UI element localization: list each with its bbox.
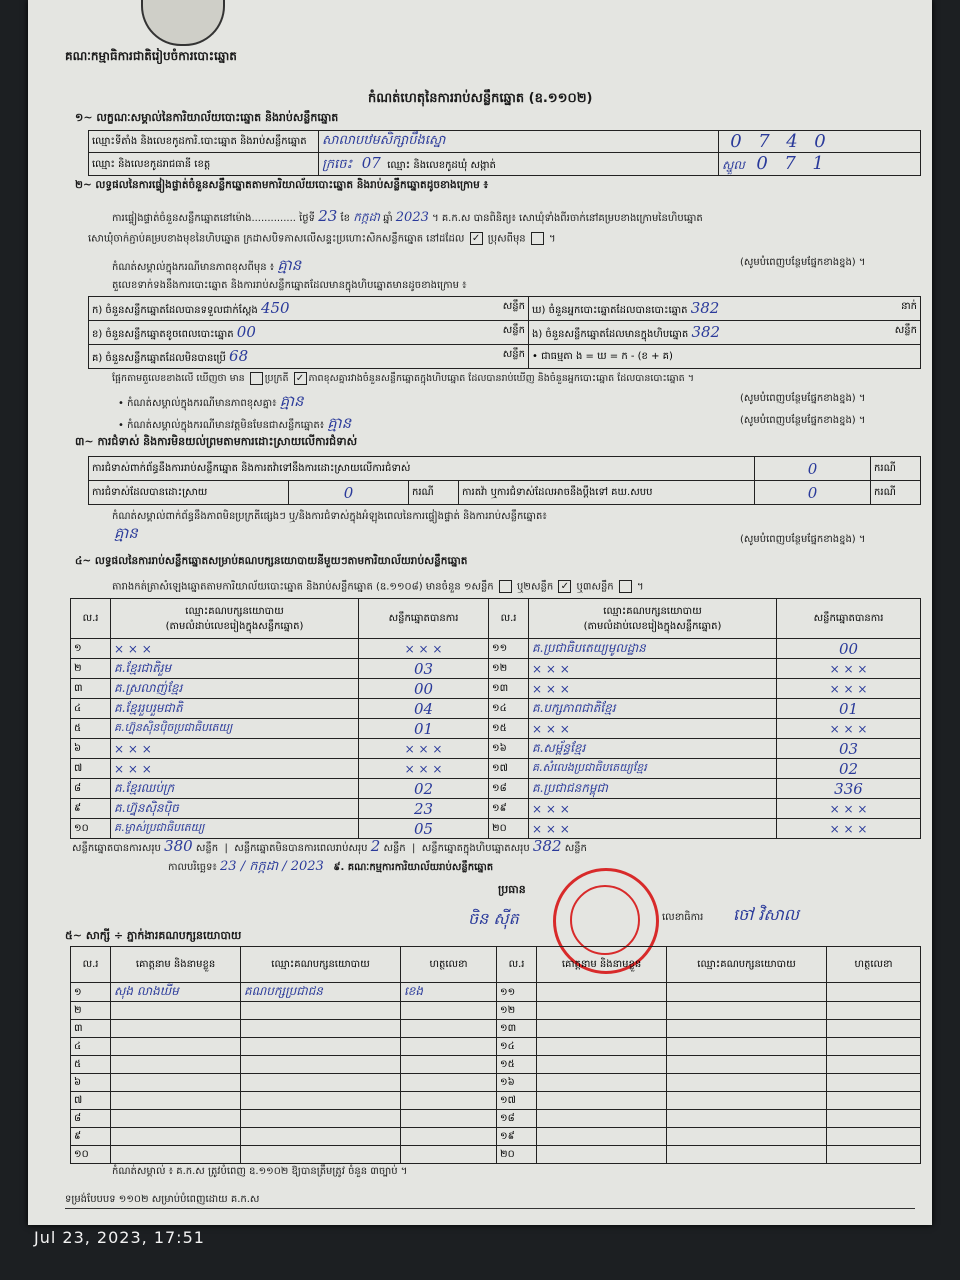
party-name: × × × <box>529 799 777 819</box>
col-votes-right: សន្លឹកឆ្នោតបានការ <box>777 599 921 639</box>
row-no: ១៩ <box>489 799 529 819</box>
secretary-signature: ចៅ វិសាល <box>733 905 800 924</box>
vote-count: × × × <box>777 679 921 699</box>
vote-count: 01 <box>777 699 921 719</box>
figure-ko: គ) ចំនួនសន្លឹកឆ្នោតដែលមិនបានប្រើ 68 សន្លឹក <box>89 345 529 369</box>
table-row: ៦ ១៦ <box>71 1074 921 1092</box>
row-no: ២០ <box>489 819 529 839</box>
table-row: ៧ ១៧ <box>71 1092 921 1110</box>
section-2-heading: ២~ លទ្ធផលនៃការផ្ទៀងផ្ទាត់ចំនួនសន្លឹកឆ្នោតតាមការិយាល័យបោះឆ្នោត និងរាប់សន្លឹកឆ្នោតដូចខាងក្រោម ៖ <box>75 179 489 191</box>
ballot-figures-table <box>88 296 921 369</box>
vote-count: 01 <box>359 719 489 739</box>
table-row <box>71 639 921 659</box>
bullet-non-ballot: • កំណត់សម្គាល់ក្នុងករណីមានវត្តមិនមែនជាសន្លឹកឆ្នោត៖ គ្មាន <box>118 414 352 432</box>
vote-count: 03 <box>359 659 489 679</box>
vote-count: × × × <box>777 819 921 839</box>
polling-station-value: សាលាបឋមសិក្សាបឹងស្នោ <box>319 131 719 153</box>
row-no: ៦ <box>71 739 111 759</box>
table-row: ២ ១២ <box>71 1002 921 1020</box>
case-unit-3: ករណី <box>871 481 921 505</box>
table-row <box>71 679 921 699</box>
vote-count: 00 <box>777 639 921 659</box>
divider <box>65 1208 915 1209</box>
party-name: × × × <box>529 679 777 699</box>
vote-count: 04 <box>359 699 489 719</box>
vote-count: × × × <box>359 739 489 759</box>
tally-sheet-line: តារាងកត់ត្រាសំឡេងឆ្នោតតាមការិយាល័យបោះឆ្នោត និងរាប់សន្លឹកឆ្នោត (ឧ.១១០៨) មានចំនួន ១សន្លឹក ឬ២សន្លឹក ✓ ឬ៣សន្លឹក ។ <box>112 581 644 593</box>
table-row <box>71 819 921 839</box>
section-1-table <box>88 130 921 176</box>
col-party-right: ឈ្មោះគណបក្សនយោបាយ (តាមលំដាប់លេខរៀងក្នុងសន្លឹកឆ្នោត) <box>529 599 777 639</box>
table-row: ៥ ១៥ <box>71 1056 921 1074</box>
party-name: គ.ម្ចាស់ប្រជាធិបតេយ្យ <box>111 819 359 839</box>
w-col-sign-right: ហត្ថលេខា <box>827 947 921 983</box>
vote-count: 00 <box>359 679 489 699</box>
row-no: ៩ <box>71 799 111 819</box>
party-name: គ.ប្រជាធិបតេយ្យមូលដ្ឋាន <box>529 639 777 659</box>
row-no: ៤ <box>71 699 111 719</box>
nec-emblem-logo <box>141 0 225 46</box>
unchanged-checkbox[interactable]: ✓ <box>470 232 483 245</box>
footnote: កំណត់សម្គាល់ ៖ គ.ក.ស ត្រូវបំពេញ ឧ.១១០២ ឱ្យបានត្រឹមត្រូវ ចំនួន ៣ច្បាប់ ។ <box>112 1166 408 1177</box>
president-label: ប្រធាន <box>498 883 526 896</box>
row-no: ១៥ <box>489 719 529 739</box>
bullet-difference: • កំណត់សម្គាល់ក្នុងករណីមានភាពខុសគ្នា៖ គ្មាន <box>118 392 304 410</box>
form-note: ទម្រង់បែបបទ ១១០២ សម្រាប់បំពេញដោយ គ.ក.ស <box>65 1194 260 1205</box>
table-row: ៣ ១៣ <box>71 1020 921 1038</box>
section-4-heading: ៤~ លទ្ធផលនៃការរាប់សន្លឹកឆ្នោតសម្រាប់គណបក្សនយោបាយនីមួយៗតាមការិយាល័យរាប់សន្លឹកឆ្នោត <box>75 555 468 567</box>
w-col-name: គោត្តនាម និងនាមខ្លួន <box>111 947 241 983</box>
section-3-heading: ៣~ ការជំទាស់ និងការមិនយល់ព្រមតាមការដោះស្រាយលើការជំទាស់ <box>75 435 358 448</box>
row-no: ១ <box>71 639 111 659</box>
vote-count: × × × <box>359 639 489 659</box>
difference-checkbox[interactable]: ✓ <box>294 372 307 385</box>
party-name: × × × <box>529 819 777 839</box>
table-row <box>71 799 921 819</box>
province-label: ឈ្មោះ និងលេខកូដរាជធានី ខេត្ត <box>89 153 319 176</box>
form-title: កំណត់ហេតុនៃការរាប់សន្លឹកឆ្នោត (ឧ.១១០២) <box>368 91 593 106</box>
party-name: × × × <box>529 659 777 679</box>
party-name: គ.ស្រលាញ់ខ្មែរ <box>111 679 359 699</box>
figure-kha: ខ) ចំនួនសន្លឹកឆ្នោតខូចពេលបោះឆ្នោត 00 សន្លឹក <box>89 321 529 345</box>
fill-back-note-3: (សូមបំពេញបន្ថែមផ្នែកខាងខ្នង) ។ <box>740 415 866 426</box>
w-col-no-right: ល.រ <box>497 947 537 983</box>
table-row <box>71 719 921 739</box>
row-no: ១៧ <box>489 759 529 779</box>
vote-count: 03 <box>777 739 921 759</box>
vote-count: 02 <box>777 759 921 779</box>
row-no: ១២ <box>489 659 529 679</box>
three-sheet-checkbox[interactable] <box>619 580 632 593</box>
figure-ngo: ង) ចំនួនសន្លឹកឆ្នោតដែលមានក្នុងហិបឆ្នោត 382 សន្លឹក <box>529 321 921 345</box>
case-unit: ករណី <box>871 457 921 481</box>
irregularity-none: គ្មាន <box>114 524 138 542</box>
row-no: ៥ <box>71 719 111 739</box>
president-signature: ចិន ស៊ីត <box>468 909 519 928</box>
table-row <box>71 759 921 779</box>
w-col-name-right: គោត្តនាម និងនាមខ្លួន <box>537 947 667 983</box>
party-name: គ.ខ្មែររួបរួមជាតិ <box>111 699 359 719</box>
row-no: ១៣ <box>489 679 529 699</box>
figure-ka: ក) ចំនួនសន្លឹកឆ្នោតដែលបានទទួលជាក់ស្តែង 450 សន្លឹក <box>89 297 529 321</box>
case-unit-2: ករណី <box>409 481 459 505</box>
fill-back-note-4: (សូមបំពេញបន្ថែមផ្នែកខាងខ្នង) ។ <box>740 534 866 545</box>
date-line: កាលបរិច្ឆេទ៖ 23 / កក្កដា / 2023 ៩. គណៈកម្មការការិយាល័យរាប់សន្លឹកឆ្នោត <box>168 859 494 874</box>
row-no: ១៤ <box>489 699 529 719</box>
irregularity-note: កំណត់សម្គាល់ពាក់ព័ន្ធនឹងភាពមិនប្រក្រតីផ្សេងៗ ឬ/និងការជំទាស់ក្នុងអំឡុងពេលនៃការផ្ទៀងផ្ទាត់ និងការរាប់សន្លឹកឆ្នោត៖ <box>112 511 547 522</box>
document-sheet <box>28 0 932 1225</box>
resolved-label: ការជំទាស់ដែលបានដោះស្រាយ <box>89 481 289 505</box>
commune-code: ស្នួល 0 7 1 <box>719 153 921 176</box>
difference-note-line: កំណត់សម្គាល់ក្នុងករណីមានភាពខុសពីមុន ៖ គ្មាន <box>112 256 302 274</box>
seal-line: សោឃុំចាក់ភ្ជាប់គម្របខាងមុខនៃហិបឆ្នោត ក្រដាសបិទភាសលើសន្ទះប្រហោះសិកសន្លឹកឆ្នោត នៅដដែល ✓ ប្រុសពីមុន ។ <box>88 233 556 245</box>
row-no: ៣ <box>71 679 111 699</box>
table-row <box>71 739 921 759</box>
vote-count: 23 <box>359 799 489 819</box>
party-name: គ.ហ្វ៊ុនស៊ិនប៉ិច <box>111 799 359 819</box>
w-col-party: ឈ្មោះគណបក្សនយោបាយ <box>241 947 401 983</box>
col-party: ឈ្មោះគណបក្សនយោបាយ (តាមលំដាប់លេខរៀងក្នុងសន្លឹកឆ្នោត) <box>111 599 359 639</box>
col-no-right: ល.រ <box>489 599 529 639</box>
fill-back-note: (សូមបំពេញបន្ថែមផ្នែកខាងខ្នង) ។ <box>740 257 866 268</box>
polling-station-code: 0 7 4 0 <box>719 131 921 153</box>
fill-back-note-2: (សូមបំពេញបន្ថែមផ្នែកខាងខ្នង) ។ <box>740 393 866 404</box>
normal-checkbox[interactable] <box>250 372 263 385</box>
row-no: ៨ <box>71 779 111 799</box>
org-name: គណៈកម្មាធិការជាតិរៀបចំការបោះឆ្នោត <box>65 49 237 63</box>
table-row: ៤ ១៤ <box>71 1038 921 1056</box>
party-results-table <box>70 598 921 839</box>
witness-table <box>70 946 921 1164</box>
party-name: គ.ខ្មែរជាតិរួម <box>111 659 359 679</box>
totals-line: សន្លឹកឆ្នោតបានការសរុប 380 សន្លឹក | សន្លឹកឆ្នោតមិនបានការពេលរាប់សរុប 2 សន្លឹក | សន្លឹកឆ្នោតក្នុងហិបឆ្នោតសរុប 382 សន្លឹក <box>72 837 587 855</box>
one-sheet-checkbox[interactable] <box>499 580 512 593</box>
objection-count: 0 <box>755 457 871 481</box>
verification-line: ការផ្ទៀងផ្ទាត់ចំនួនសន្លឹកឆ្នោតនៅម៉ោង.............. ថ្ងៃទី 23 ខែ កក្កដា ឆ្នាំ 2023 ។ គ.ក.ស បានពិនិត្យ៖ សោឃុំទាំងពីរចាក់នៅគម្របខាងក្រោមនៃហិបឆ្នោត <box>112 207 703 225</box>
objections-table <box>88 456 921 505</box>
changed-checkbox[interactable] <box>531 232 544 245</box>
table-row <box>71 659 921 679</box>
figure-kho: ឃ) ចំនួនអ្នកបោះឆ្នោតដែលបានបោះឆ្នោត 382 នាក់ <box>529 297 921 321</box>
figures-intro: តួលេខទាក់ទងនឹងការបោះឆ្នោត និងការរាប់សន្លឹកឆ្នោតដែលមានក្នុងហិបឆ្នោតមានដូចខាងក្រោម ៖ <box>112 280 467 291</box>
party-name: គ.ប្រជាជនកម្ពុជា <box>529 779 777 799</box>
row-no: ១១ <box>489 639 529 659</box>
vote-count: × × × <box>777 719 921 739</box>
vote-count: × × × <box>777 799 921 819</box>
party-name: គ.ហ្វ៊ុនស៊ិនប៉ិចប្រជាធិបតេយ្យ <box>111 719 359 739</box>
formula: • ជាធម្មតា ង = ឃ = ក - (ខ + គ) <box>529 345 921 369</box>
row-no: ៧ <box>71 759 111 779</box>
appeal-count: 0 <box>755 481 871 505</box>
photo-timestamp: Jul 23, 2023, 17:51 <box>34 1228 205 1247</box>
party-name: × × × <box>111 759 359 779</box>
objection-row-label: ការជំទាស់ពាក់ព័ន្ធនឹងការរាប់សន្លឹកឆ្នោត និងការតវ៉ាទៅនឹងការដោះស្រាយលើការជំទាស់ <box>89 457 755 481</box>
table-row <box>71 779 921 799</box>
col-votes: សន្លឹកឆ្នោតបានការ <box>359 599 489 639</box>
polling-station-label: ឈ្មោះទីតាំង និងលេខកូដការិ.បោះឆ្នោត និងរាប់សន្លឹកឆ្នោត <box>89 131 319 153</box>
table-row: ៩ ១៩ <box>71 1128 921 1146</box>
vote-count: × × × <box>777 659 921 679</box>
section-5-heading: ៥~ សាក្សី ÷ ភ្នាក់ងារគណបក្សនយោបាយ <box>65 929 242 942</box>
two-sheet-checkbox[interactable]: ✓ <box>558 580 571 593</box>
row-no: ១៦ <box>489 739 529 759</box>
party-name: គ.បក្សភាពជាតិខ្មែរ <box>529 699 777 719</box>
table-row: ១០ ២០ <box>71 1146 921 1164</box>
party-name: គ.ខ្មែរឈប់ក្រ <box>111 779 359 799</box>
party-name: × × × <box>111 739 359 759</box>
vote-count: 02 <box>359 779 489 799</box>
party-name: × × × <box>111 639 359 659</box>
resolved-count: 0 <box>289 481 409 505</box>
vote-count: 05 <box>359 819 489 839</box>
province-commune-cell: ក្រចេះ 07 ឈ្មោះ និងលេខកូដឃុំ សង្កាត់ <box>319 153 719 176</box>
party-name: គ.សម្ព័ន្ធខ្មែរ <box>529 739 777 759</box>
row-no: ១៨ <box>489 779 529 799</box>
party-name: × × × <box>529 719 777 739</box>
vote-count: 336 <box>777 779 921 799</box>
w-col-party-right: ឈ្មោះគណបក្សនយោបាយ <box>667 947 827 983</box>
table-row: ៨ ១៨ <box>71 1110 921 1128</box>
col-no: ល.រ <box>71 599 111 639</box>
secretary-label: លេខាធិការ <box>662 912 704 923</box>
section-1-heading: ១~ លក្ខណៈសម្គាល់នៃការិយាល័យបោះឆ្នោត និងរាប់សន្លឹកឆ្នោត <box>75 111 339 124</box>
table-row <box>71 699 921 719</box>
row-no: ២ <box>71 659 111 679</box>
vote-count: × × × <box>359 759 489 779</box>
comparison-line: ផ្អែកតាមតួលេខខាងលើ ឃើញថា មាន ប្រក្រតី ✓ ភាពខុសគ្នារវាងចំនួនសន្លឹកឆ្នោតក្នុងហិបឆ្នោត ដែលបានរាប់ឃើញ និងចំនួនអ្នកបោះឆ្នោត ដែលបានបោះឆ្នោត ។ <box>112 373 694 384</box>
w-col-no: ល.រ <box>71 947 111 983</box>
party-name: គ.សំលេងប្រជាធិបតេយ្យខ្មែរ <box>529 759 777 779</box>
row-no: ១០ <box>71 819 111 839</box>
appeal-label: ការតវ៉ា ឬការជំទាស់ដែលអាចនឹងប្តឹងទៅ គឃ.សបប <box>459 481 755 505</box>
w-col-sign: ហត្ថលេខា <box>401 947 497 983</box>
table-row: ១ សុង លាងឃីម គណបក្សប្រជាជន ខេង ១១ <box>71 983 921 1002</box>
